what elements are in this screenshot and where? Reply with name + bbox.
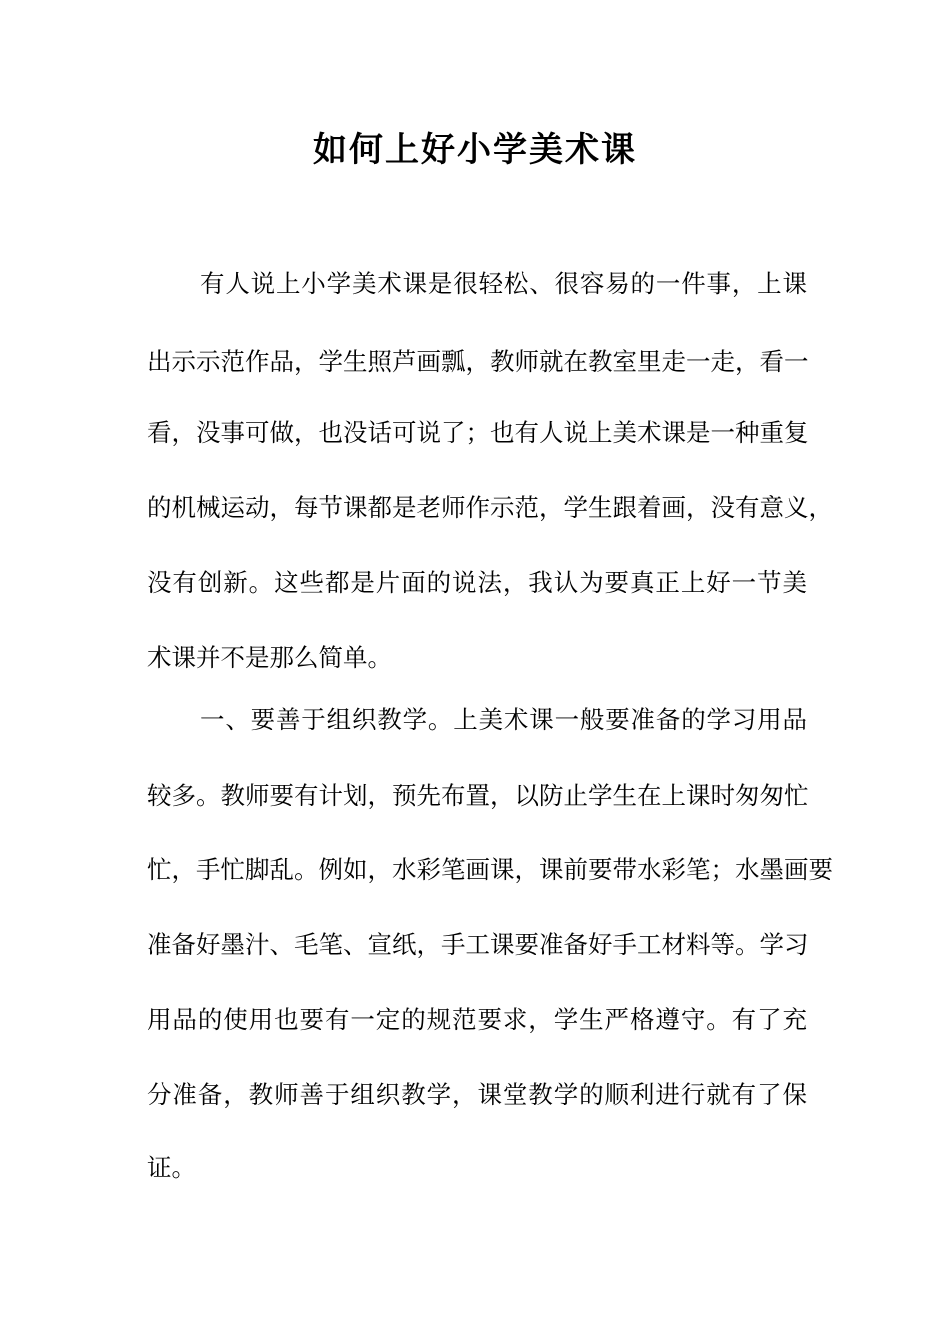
paragraph-1-line-5: 没有创新。这些都是片面的说法，我认为要真正上好一节美 — [147, 568, 807, 597]
paragraph-2-line-4: 准备好墨汁、毛笔、宣纸，手工课要准备好手工材料等。学习 — [147, 930, 809, 959]
paragraph-2-line-3: 忙，手忙脚乱。例如，水彩笔画课，课前要带水彩笔；水墨画要 — [147, 855, 833, 884]
document-title: 如何上好小学美术课 — [313, 130, 637, 170]
paragraph-1-line-1: 有人说上小学美术课是很轻松、很容易的一件事，上课 — [200, 269, 807, 298]
paragraph-2-line-1: 一、要善于组织教学。上美术课一般要准备的学习用品 — [200, 705, 807, 734]
paragraph-1-line-6: 术课并不是那么简单。 — [147, 643, 392, 672]
paragraph-1-line-3: 看，没事可做，也没话可说了；也有人说上美术课是一种重复 — [147, 418, 809, 447]
paragraph-2-line-7: 证。 — [147, 1153, 196, 1182]
paragraph-2-line-6: 分准备，教师善于组织教学，课堂教学的顺利进行就有了保 — [147, 1080, 807, 1109]
paragraph-1-line-2: 出示示范作品，学生照芦画瓢，教师就在教室里走一走，看一 — [147, 347, 809, 376]
paragraph-1-line-4: 的机械运动，每节课都是老师作示范，学生跟着画，没有意义， — [147, 493, 833, 522]
paragraph-2-line-2: 较多。教师要有计划，预先布置，以防止学生在上课时匆匆忙 — [147, 781, 809, 810]
paragraph-2-line-5: 用品的使用也要有一定的规范要求，学生严格遵守。有了充 — [147, 1005, 807, 1034]
